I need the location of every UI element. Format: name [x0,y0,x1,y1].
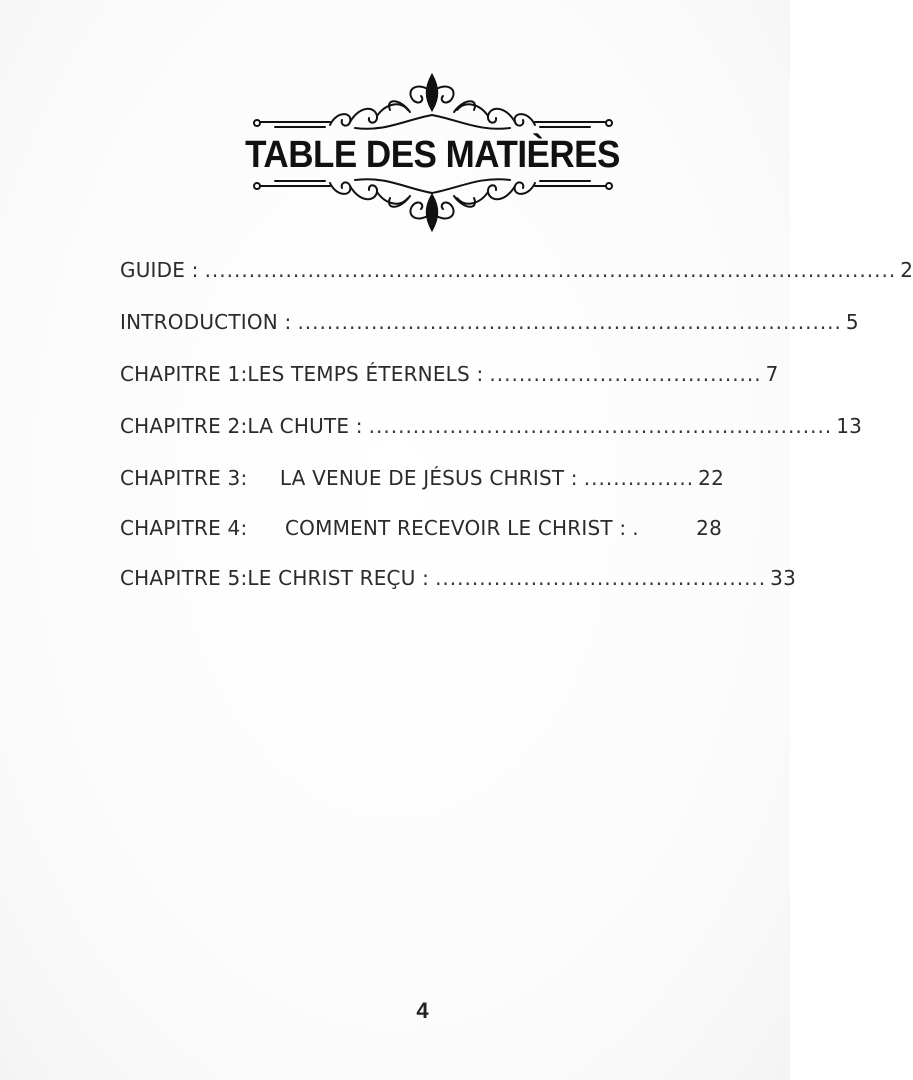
toc-chapter-label: CHAPITRE 2: [120,414,248,438]
toc-page-number: 28 [696,516,722,540]
toc-page-number: 2 [900,258,913,282]
toc-page-number: 7 [765,362,779,386]
toc-entry-title: LE CHRIST REÇU : [247,566,430,590]
toc-entry-guide [120,258,913,294]
toc-leader-dots: ............... [583,466,695,490]
toc-entry-title: LA VENUE DE JÉSUS CHRIST : [279,466,578,490]
toc-entry-chapitre-5 [120,566,797,602]
toc-entry-chapitre-2 [120,414,863,450]
toc-entry-introduction [120,310,859,346]
toc-chapter-label: CHAPITRE 4: [120,516,248,540]
toc-entry-title: INTRODUCTION : [120,310,292,334]
toc-page-number: 13 [836,414,863,438]
toc-entry-title: COMMENT RECEVOIR LE CHRIST : [285,516,627,540]
toc-leader-dots: ............................................................... [368,414,833,438]
page-number: 4 [416,998,429,1023]
toc-chapter-label: CHAPITRE 5: [120,566,248,590]
toc-leader-dots: ............................................. [435,566,767,590]
toc-entry-chapitre-4 [120,516,722,552]
toc-leader-dots: . [632,516,640,540]
toc-entry-title: LES TEMPS ÉTERNELS : [247,362,484,386]
toc-leader-dots: ..................................... [489,362,762,386]
toc-entry-title: LA CHUTE : [247,414,363,438]
toc-entry-title: GUIDE : [120,258,199,282]
toc-chapter-label: CHAPITRE 3: [120,466,248,490]
toc-leader-dots: .............................................................................................. [204,258,897,282]
toc-entry-chapitre-3 [120,466,724,502]
page-title: TABLE DES MATIÈRES [245,133,620,176]
toc-leader-dots: .......................................................................... [297,310,842,334]
toc-chapter-label: CHAPITRE 1: [120,362,248,386]
toc-page-number: 5 [845,310,859,334]
toc-page-number: 22 [698,466,724,490]
toc-entry-chapitre-1 [120,362,779,398]
toc-page-number: 33 [770,566,797,590]
